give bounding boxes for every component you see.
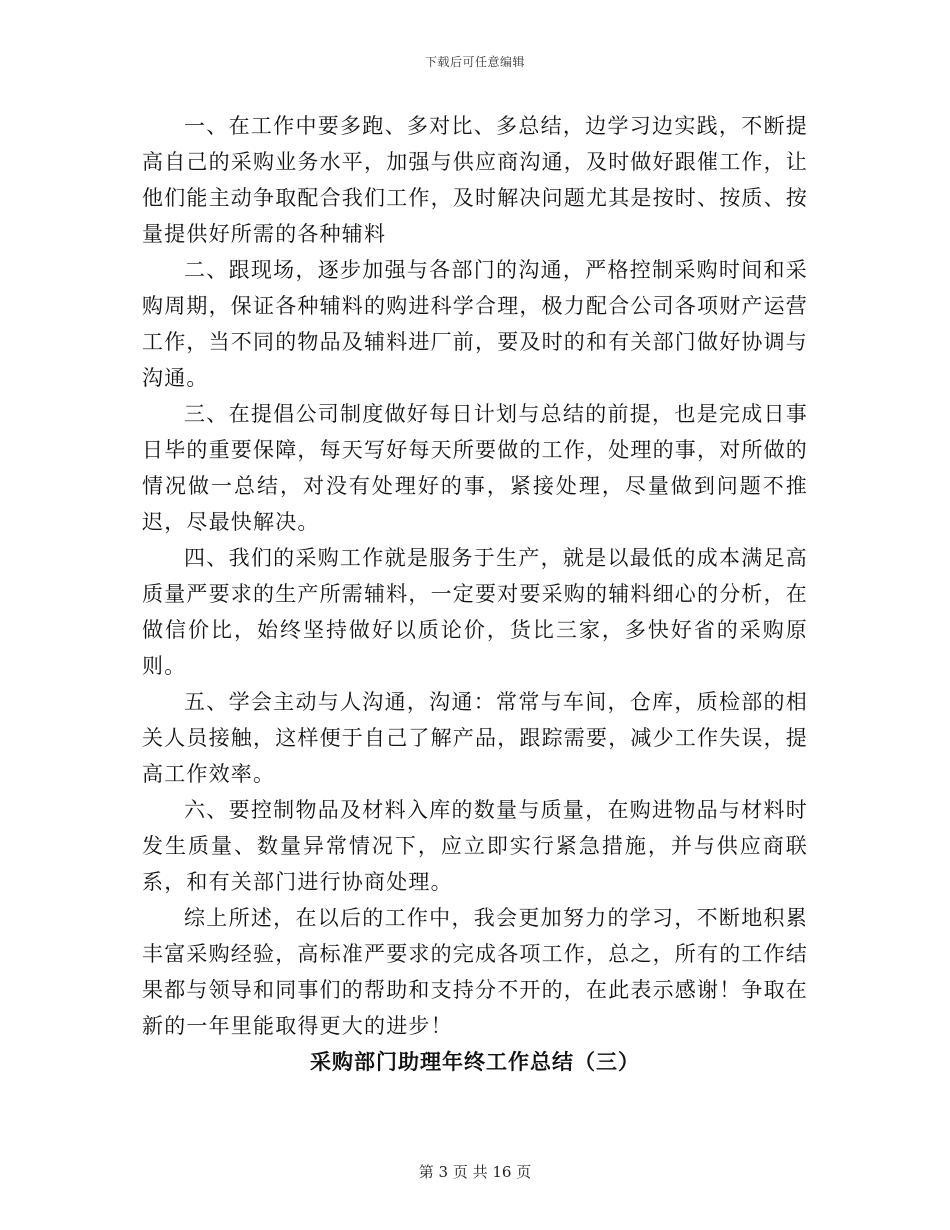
section-title: 采购部门助理年终工作总结（三）	[310, 1049, 640, 1074]
paragraph-summary: 综上所述，在以后的工作中，我会更加努力的学习，不断地积累丰富采购经验，高标准严要求的完成各项工作，总之，所有的工作结果都与领导和同事们的帮助和支持分不开的，在此表示感谢！争取在新的一年里能取得更大的进步！	[142, 906, 808, 1038]
paragraph-4: 四、我们的采购工作就是服务于生产，就是以最低的成本满足高质量严要求的生产所需辅料，一定要对要采购的辅料细心的分析，在做信价比，始终坚持做好以质论价，货比三家，多快好省的采购原则。	[142, 546, 808, 678]
page-number: 第 3 页 共 16 页	[418, 1163, 532, 1181]
header-note: 下载后可任意编辑	[424, 55, 525, 69]
paragraph-1: 一、在工作中要多跑、多对比、多总结，边学习边实践，不断提高自己的采购业务水平，加强与供应商沟通，及时做好跟催工作，让他们能主动争取配合我们工作，及时解决问题尤其是按时、按质、按量提供好所需的各种辅料	[142, 114, 808, 246]
paragraph-6: 六、要控制物品及材料入库的数量与质量，在购进物品与材料时发生质量、数量异常情况下，应立即实行紧急措施，并与供应商联系，和有关部门进行协商处理。	[142, 798, 808, 894]
paragraph-5: 五、学会主动与人沟通，沟通：常常与车间，仓库，质检部的相关人员接触，这样便于自己了解产品，跟踪需要，减少工作失误，提高工作效率。	[142, 690, 808, 786]
document-body	[142, 108, 808, 1080]
paragraph-2: 二、跟现场，逐步加强与各部门的沟通，严格控制采购时间和采购周期，保证各种辅料的购进科学合理，极力配合公司各项财产运营工作，当不同的物品及辅料进厂前，要及时的和有关部门做好协调与沟通。	[142, 258, 808, 390]
paragraph-3: 三、在提倡公司制度做好每日计划与总结的前提，也是完成日事日毕的重要保障，每天写好每天所要做的工作，处理的事，对所做的情况做一总结，对没有处理好的事，紧接处理，尽量做到问题不推迟，尽最快解决。	[142, 402, 808, 534]
